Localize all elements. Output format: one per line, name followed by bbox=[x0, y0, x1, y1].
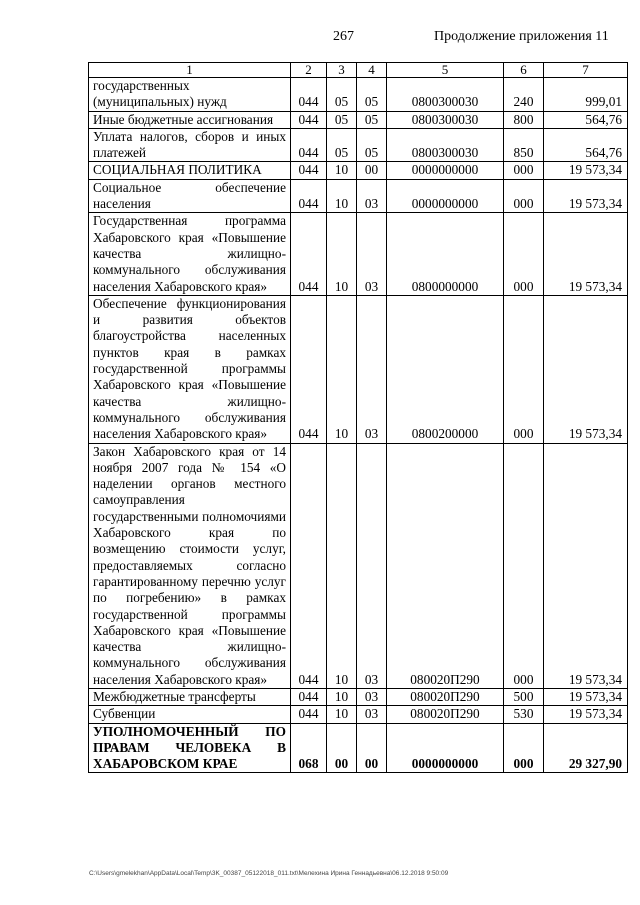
file-path-footer: C:\Users\gmelekhan\AppData\Local\Temp\3K_00387_05122018_011.txt\Мелехина Ирина Геннадьевна\06.12.2018 9:50:09 bbox=[89, 870, 449, 877]
cell-expense-type: 850 bbox=[504, 128, 544, 162]
cell-subsection: 00 bbox=[357, 162, 387, 179]
column-header: 6 bbox=[504, 63, 544, 78]
continuation-label: Продолжение приложения 11 bbox=[434, 29, 609, 44]
table-row bbox=[89, 78, 628, 112]
cell-section: 10 bbox=[327, 213, 357, 295]
cell-subsection: 03 bbox=[357, 706, 387, 723]
cell-ministry: 044 bbox=[291, 688, 327, 705]
cell-amount: 19 573,34 bbox=[544, 688, 628, 705]
column-header: 1 bbox=[89, 63, 291, 78]
cell-expense-type: 240 bbox=[504, 78, 544, 112]
cell-subsection: 05 bbox=[357, 111, 387, 128]
cell-expense-type: 500 bbox=[504, 688, 544, 705]
row-name: СОЦИАЛЬНАЯ ПОЛИТИКА bbox=[89, 162, 291, 179]
cell-section: 05 bbox=[327, 78, 357, 112]
cell-amount: 29 327,90 bbox=[544, 723, 628, 773]
cell-target: 0000000000 bbox=[387, 723, 504, 773]
cell-ministry: 044 bbox=[291, 162, 327, 179]
cell-expense-type: 000 bbox=[504, 723, 544, 773]
cell-target: 0800000000 bbox=[387, 213, 504, 295]
cell-ministry: 044 bbox=[291, 295, 327, 443]
table-row bbox=[89, 295, 628, 443]
cell-amount: 564,76 bbox=[544, 128, 628, 162]
cell-amount: 19 573,34 bbox=[544, 295, 628, 443]
row-name: Закон Хабаровского края от 14 ноября 2007 года № 154 «О наделении органов местного самоуправления государственными полномочиями Хабаровского края по возмещению стоимости услуг, предоставляемых согласно гарантированному перечню услуг по погребению» в рамках государственной программы Хабаровского края «Повышение качества жилищно-коммунального обслуживания населения Хабаровского края» bbox=[89, 443, 291, 688]
cell-target: 080020П290 bbox=[387, 706, 504, 723]
table-row bbox=[89, 706, 628, 723]
cell-ministry: 044 bbox=[291, 179, 327, 213]
cell-ministry: 044 bbox=[291, 213, 327, 295]
cell-target: 0800200000 bbox=[387, 295, 504, 443]
row-name: Обеспечение функционирования и развития объектов благоустройства населенных пунктов края в рамках государственной программы Хабаровского края «Повышение качества жилищно-коммунального обслуживания населения Хабаровского края» bbox=[89, 295, 291, 443]
cell-section: 10 bbox=[327, 443, 357, 688]
column-header: 5 bbox=[387, 63, 504, 78]
row-name: Уплата налогов, сборов и иных платежей bbox=[89, 128, 291, 162]
column-header: 4 bbox=[357, 63, 387, 78]
row-name: государственных (муниципальных) нужд bbox=[89, 78, 291, 112]
cell-amount: 19 573,34 bbox=[544, 179, 628, 213]
cell-ministry: 044 bbox=[291, 706, 327, 723]
cell-amount: 999,01 bbox=[544, 78, 628, 112]
table-row bbox=[89, 688, 628, 705]
cell-section: 00 bbox=[327, 723, 357, 773]
cell-target: 0000000000 bbox=[387, 179, 504, 213]
cell-section: 10 bbox=[327, 162, 357, 179]
cell-subsection: 00 bbox=[357, 723, 387, 773]
cell-expense-type: 000 bbox=[504, 179, 544, 213]
cell-expense-type: 000 bbox=[504, 162, 544, 179]
cell-target: 0800300030 bbox=[387, 128, 504, 162]
column-header: 7 bbox=[544, 63, 628, 78]
cell-target: 0800300030 bbox=[387, 111, 504, 128]
cell-ministry: 068 bbox=[291, 723, 327, 773]
cell-subsection: 03 bbox=[357, 213, 387, 295]
row-name: Социальное обеспечение населения bbox=[89, 179, 291, 213]
column-header: 2 bbox=[291, 63, 327, 78]
cell-target: 080020П290 bbox=[387, 443, 504, 688]
table-row bbox=[89, 723, 628, 773]
row-name: Межбюджетные трансферты bbox=[89, 688, 291, 705]
cell-section: 05 bbox=[327, 128, 357, 162]
cell-expense-type: 000 bbox=[504, 295, 544, 443]
cell-subsection: 03 bbox=[357, 688, 387, 705]
row-name: Субвенции bbox=[89, 706, 291, 723]
cell-expense-type: 800 bbox=[504, 111, 544, 128]
cell-ministry: 044 bbox=[291, 443, 327, 688]
cell-expense-type: 000 bbox=[504, 443, 544, 688]
cell-target: 0000000000 bbox=[387, 162, 504, 179]
cell-section: 05 bbox=[327, 111, 357, 128]
table-row bbox=[89, 111, 628, 128]
cell-ministry: 044 bbox=[291, 128, 327, 162]
cell-expense-type: 000 bbox=[504, 213, 544, 295]
cell-amount: 19 573,34 bbox=[544, 162, 628, 179]
cell-ministry: 044 bbox=[291, 78, 327, 112]
row-name: Государственная программа Хабаровского края «Повышение качества жилищно-коммунального обслуживания населения Хабаровского края» bbox=[89, 213, 291, 295]
table-row bbox=[89, 179, 628, 213]
cell-amount: 564,76 bbox=[544, 111, 628, 128]
cell-target: 0800300030 bbox=[387, 78, 504, 112]
column-header: 3 bbox=[327, 63, 357, 78]
row-name: УПОЛНОМОЧЕННЫЙ ПО ПРАВАМ ЧЕЛОВЕКА В ХАБАРОВСКОМ КРАЕ bbox=[89, 723, 291, 773]
cell-section: 10 bbox=[327, 179, 357, 213]
table-row bbox=[89, 128, 628, 162]
cell-target: 080020П290 bbox=[387, 688, 504, 705]
cell-subsection: 03 bbox=[357, 295, 387, 443]
cell-expense-type: 530 bbox=[504, 706, 544, 723]
cell-ministry: 044 bbox=[291, 111, 327, 128]
row-name: Иные бюджетные ассигнования bbox=[89, 111, 291, 128]
cell-section: 10 bbox=[327, 688, 357, 705]
cell-subsection: 03 bbox=[357, 179, 387, 213]
cell-subsection: 05 bbox=[357, 78, 387, 112]
cell-subsection: 03 bbox=[357, 443, 387, 688]
cell-section: 10 bbox=[327, 295, 357, 443]
table-header-row bbox=[89, 63, 628, 78]
table-row bbox=[89, 162, 628, 179]
cell-subsection: 05 bbox=[357, 128, 387, 162]
cell-amount: 19 573,34 bbox=[544, 443, 628, 688]
cell-section: 10 bbox=[327, 706, 357, 723]
table-row bbox=[89, 213, 628, 295]
budget-table bbox=[88, 62, 628, 773]
page-number: 267 bbox=[333, 29, 354, 44]
table-row bbox=[89, 443, 628, 688]
cell-amount: 19 573,34 bbox=[544, 706, 628, 723]
cell-amount: 19 573,34 bbox=[544, 213, 628, 295]
